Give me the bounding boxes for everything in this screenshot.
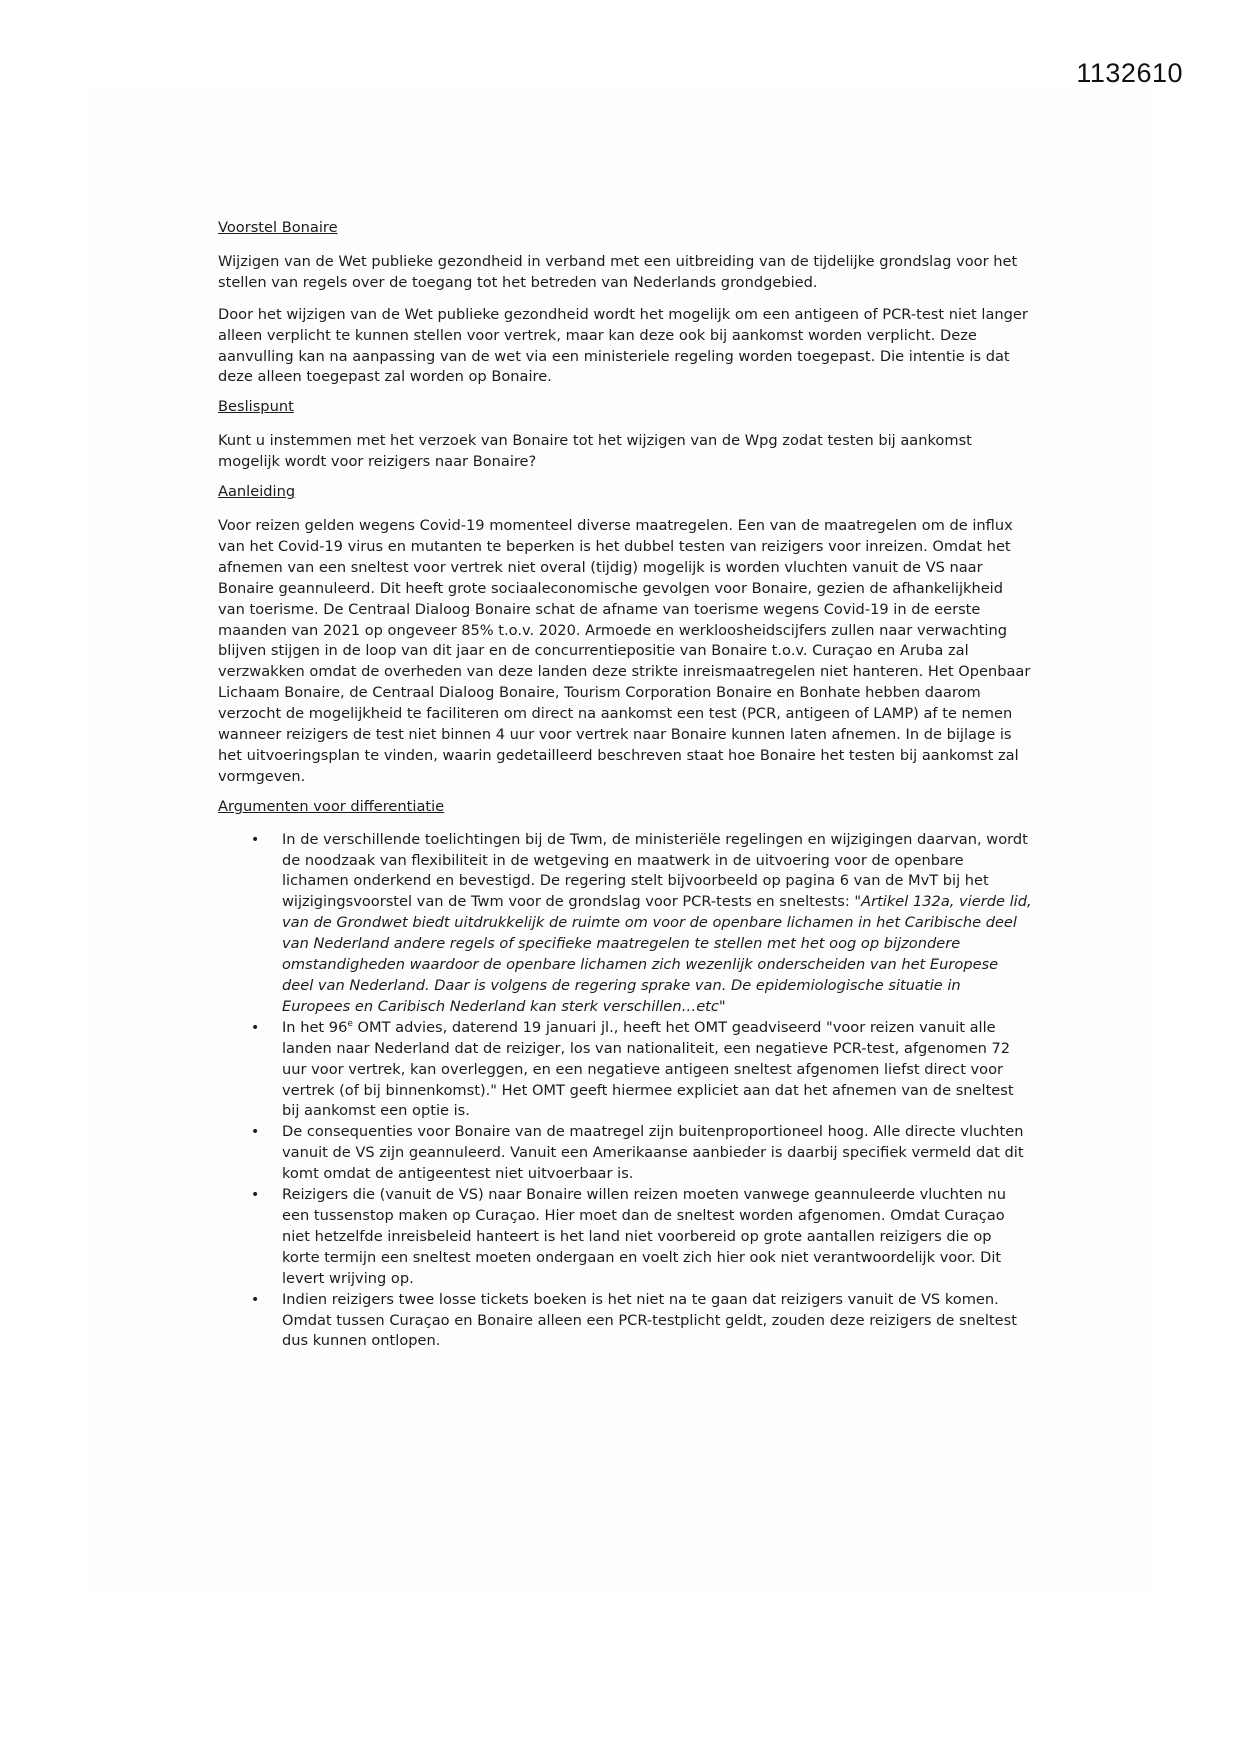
list-item	[282, 1122, 1033, 1185]
section-heading-voorstel: Voorstel Bonaire	[218, 219, 338, 236]
section-heading-beslispunt: Beslispunt	[218, 398, 294, 416]
argument-quote: "Artikel 132a, vierde lid, van de Grondwet biedt uitdrukkelijk de ruimte om voor de openbare lichamen in het Caribische deel van Nederland andere regels of specifieke maatregelen te stellen met het oog op bijzondere omstandigheden waardoor de openbare lichamen zich wezenlijk onderscheiden van het Europese deel van Nederland. Daar is volgens de regering sprake van. De epidemiologische situatie in Europees en Caribisch Nederland kan sterk verschillen…etc"	[282, 893, 1032, 1015]
argument-text-prefix: In het 96	[282, 1018, 348, 1036]
list-item	[282, 1018, 1033, 1123]
intro-paragraph: Door het wijzigen van de Wet publieke gezondheid wordt het mogelijk om een antigeen of PCR-test niet langer alleen verplicht te kunnen stellen voor vertrek, maar kan deze ook bij aankomst worden verplicht. Deze aanvulling kan na aanpassing van de wet via een ministeriele regeling worden toegepast. Die intentie is dat deze alleen toegepast zal worden op Bonaire.	[218, 305, 1028, 386]
list-item	[282, 1185, 1033, 1290]
argument-text: OMT advies, daterend 19 januari jl., heeft het OMT geadviseerd "voor reizen vanuit alle landen naar Nederland dat de reiziger, los van nationaliteit, een negatieve PCR-test, afgenomen 72 uur voor vertrek, kan overleggen, en een negatieve antigeen sneltest afgenomen liefst direct voor vertrek (of bij binnenkomst)." Het OMT geeft hiermee expliciet aan dat het afnemen van de sneltest bij aankomst een optie is.	[282, 1018, 1014, 1120]
argument-text: Reizigers die (vanuit de VS) naar Bonaire willen reizen moeten vanwege geannuleerde vluchten nu een tussenstop maken op Curaçao. Hier moet dan de sneltest worden afgenomen. Omdat Curaçao niet hetzelfde inreisbeleid hanteert is het land niet voorbereid op grote aantallen reizigers die op korte termijn een sneltest moeten ondergaan en voelt zich hier ook niet verantwoordelijk voor. Dit levert wrijving op.	[282, 1186, 1006, 1287]
beslispunt-paragraph: Kunt u instemmen met het verzoek van Bonaire tot het wijzigen van de Wpg zodat testen bij aankomst mogelijk wordt voor reizigers naar Bonaire?	[218, 432, 972, 471]
section-heading-argumenten: Argumenten voor differentiatie	[218, 797, 445, 815]
superscript: e	[347, 1018, 353, 1029]
section-heading-aanleiding: Aanleiding	[218, 483, 296, 501]
intro-paragraph: Wijzigen van de Wet publieke gezondheid in verband met een uitbreiding van de tijdelijke grondslag voor het stellen van regels over de toegang tot het betreden van Nederlands grondgebied.	[218, 252, 1018, 291]
argument-text: Indien reizigers twee losse tickets boeken is het niet na te gaan dat reizigers vanuit de VS komen. Omdat tussen Curaçao en Bonaire alleen een PCR-testplicht geldt, zouden deze reizigers de sneltest dus kunnen ontlopen.	[282, 1290, 1017, 1350]
arguments-list	[218, 830, 1033, 1353]
argument-text: De consequenties voor Bonaire van de maatregel zijn buitenproportioneel hoog. Alle directe vluchten vanuit de VS zijn geannuleerd. Vanuit een Amerikaanse aanbieder is daarbij specifiek vermeld dat dit komt omdat de antigeentest niet uitvoerbaar is.	[282, 1123, 1024, 1183]
list-item	[282, 1290, 1033, 1353]
argument-text: In de verschillende toelichtingen bij de Twm, de ministeriële regelingen en wijzigingen daarvan, wordt de noodzaak van flexibiliteit in de wetgeving en maatwerk in de uitvoering voor de openbare lichamen onderkend en bevestigd. De regering stelt bijvoorbeeld op pagina 6 van de MvT bij het wijzigingsvoorstel van de Twm voor de grondslag voor PCR-tests en sneltests:	[282, 830, 1028, 911]
list-item	[282, 830, 1033, 1018]
document-number: 1132610	[1076, 58, 1183, 88]
document-body	[218, 218, 1033, 1352]
aanleiding-paragraph: Voor reizen gelden wegens Covid-19 momenteel diverse maatregelen. Een van de maatregelen om de influx van het Covid-19 virus en mutanten te beperken is het dubbel testen van reizigers voor inreizen. Omdat het afnemen van een sneltest voor vertrek niet overal (tijdig) mogelijk is worden vluchten vanuit de VS naar Bonaire geannuleerd. Dit heeft grote sociaaleconomische gevolgen voor Bonaire, gezien de afhankelijkheid van toerisme. De Centraal Dialoog Bonaire schat de afname van toerisme wegens Covid-19 in de eerste maanden van 2021 op ongeveer 85% t.o.v. 2020. Armoede en werkloosheidscijfers zullen naar verwachting blijven stijgen in de loop van dit jaar en de concurrentiepositie van Bonaire t.o.v. Curaçao en Aruba zal verzwakken omdat de overheden van deze landen deze strikte inreismaatregelen niet hanteren. Het Openbaar Lichaam Bonaire, de Centraal Dialoog Bonaire, Tourism Corporation Bonaire en Bonhate hebben daarom verzocht de mogelijkheid te faciliteren om direct na aankomst een test (PCR, antigeen of LAMP) af te nemen wanneer reizigers de test niet binnen 4 uur voor vertrek naar Bonaire kunnen laten afnemen. In de bijlage is het uitvoeringsplan te vinden, waarin gedetailleerd beschreven staat hoe Bonaire het testen bij aankomst zal vormgeven.	[218, 516, 1031, 785]
